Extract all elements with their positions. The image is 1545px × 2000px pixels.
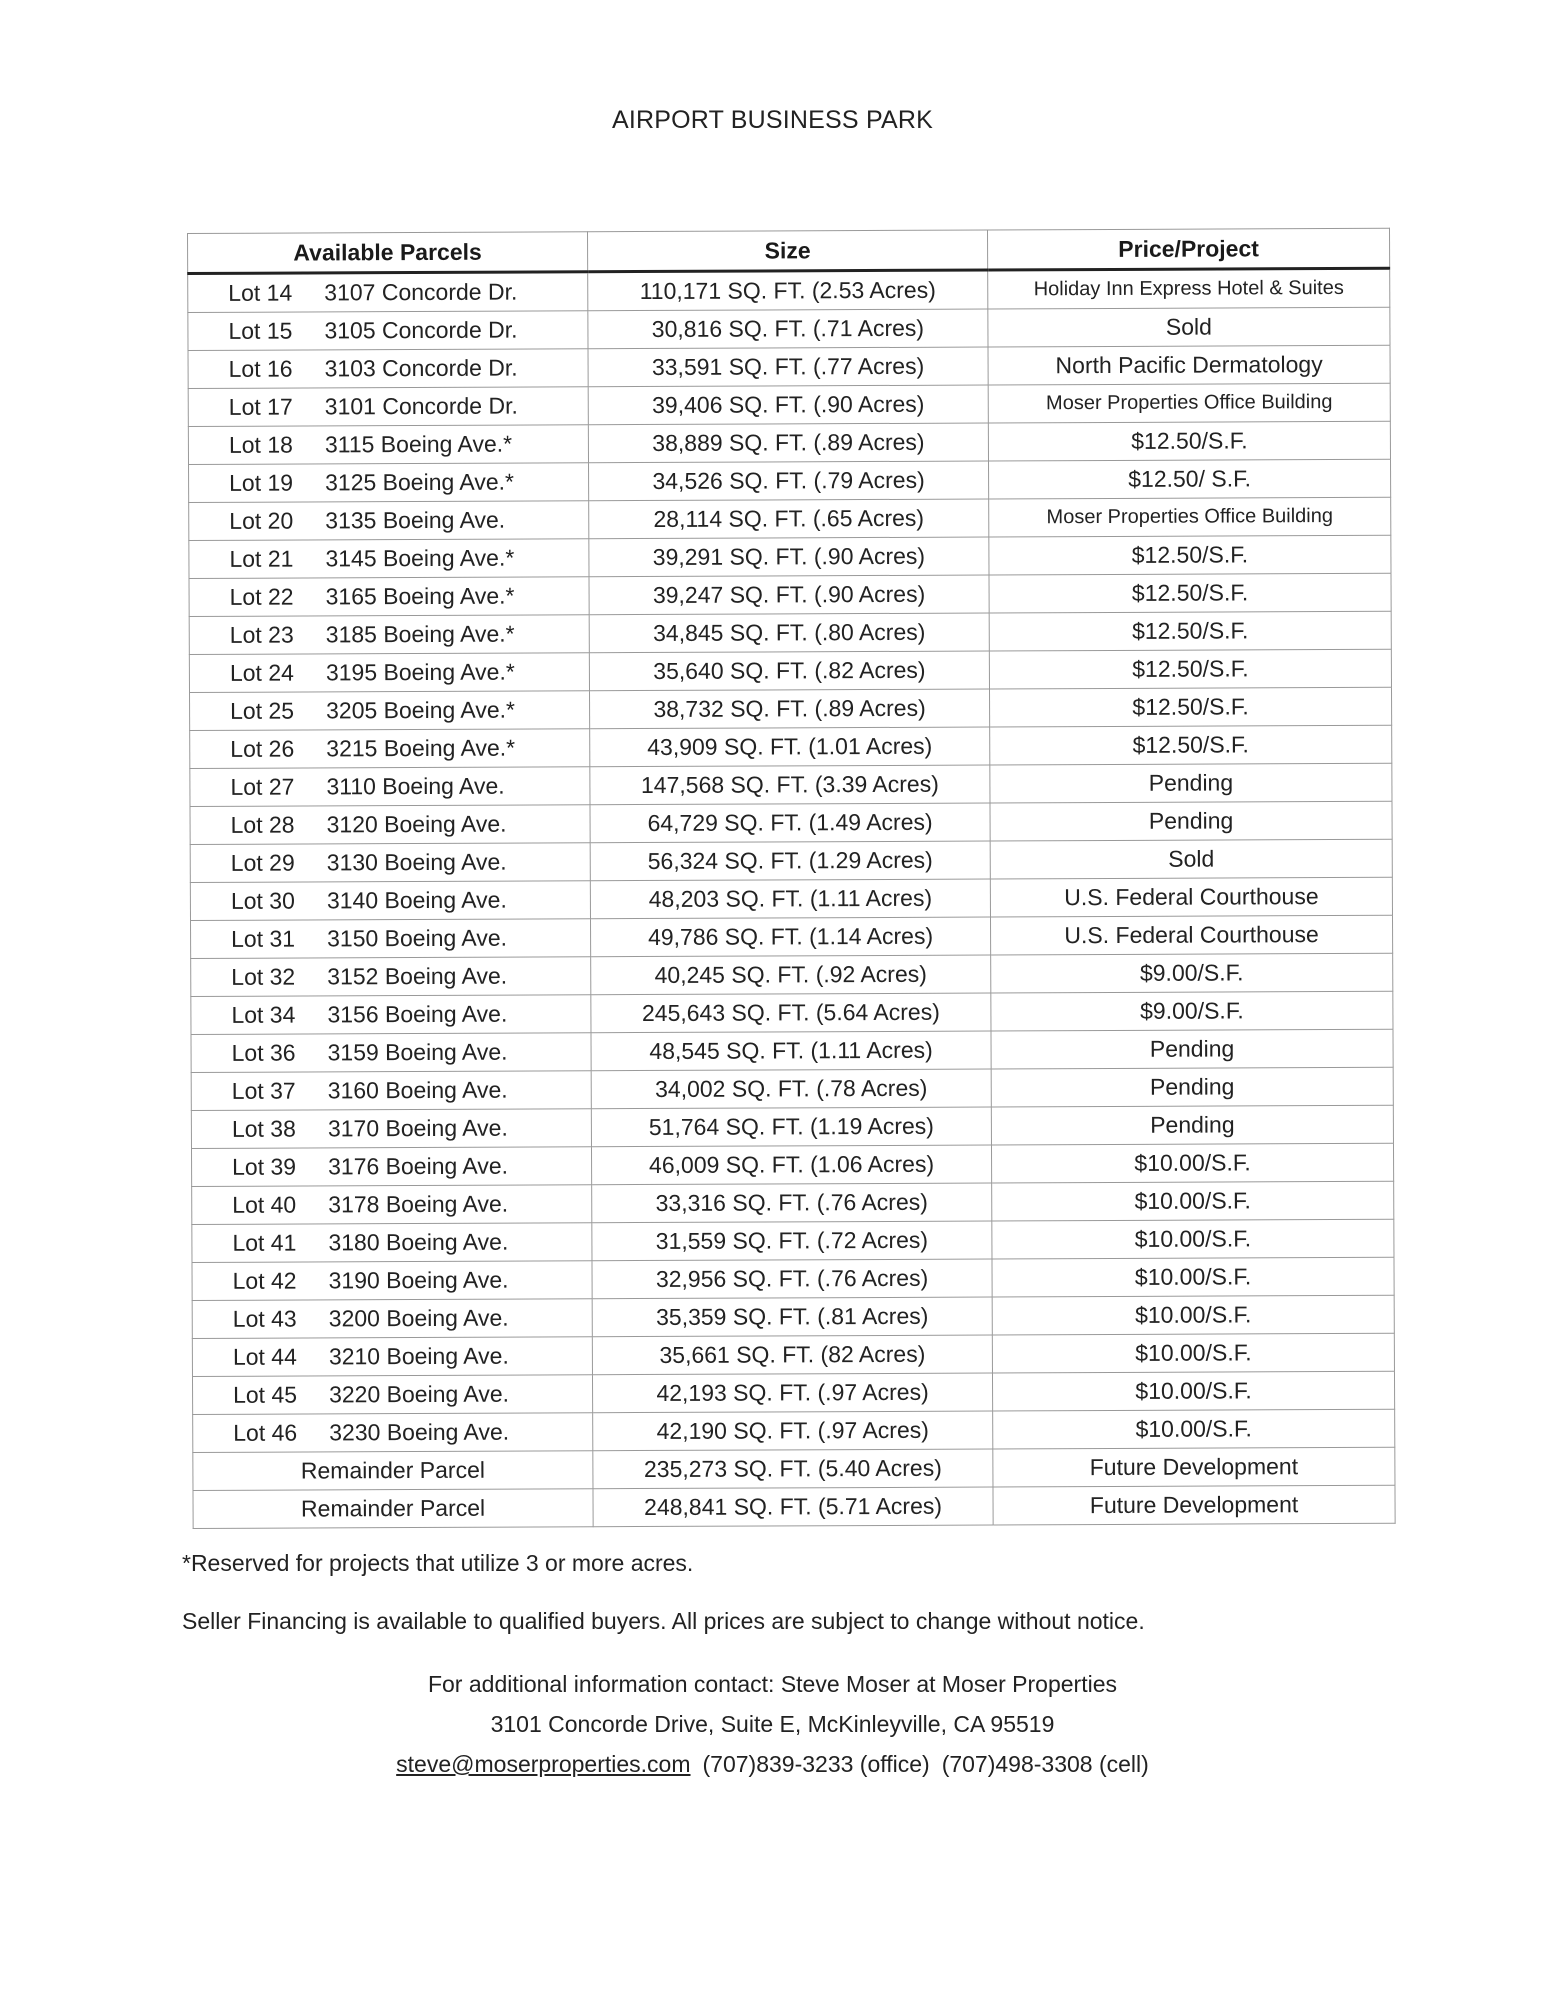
parcel-cell: [191, 1071, 591, 1111]
price-project-cell: Pending: [990, 801, 1392, 841]
parcel-cell: [189, 615, 589, 655]
parcel-cell: [191, 1147, 591, 1187]
lot-address: 3160 Boeing Ave.: [327, 1076, 508, 1104]
lot-address: 3185 Boeing Ave.*: [325, 620, 515, 648]
lot-address: 3107 Concorde Dr.: [324, 278, 518, 306]
table-row: [189, 497, 1391, 540]
table-row: [190, 877, 1392, 920]
table-row: [189, 459, 1391, 502]
parcel-cell: [191, 1033, 591, 1073]
price-project-cell: Moser Properties Office Building: [989, 497, 1391, 537]
size-cell: 64,729 SQ. FT. (1.49 Acres): [590, 803, 990, 843]
price-project-cell: $10.00/S.F.: [992, 1219, 1394, 1259]
lot-address: 3205 Boeing Ave.*: [326, 696, 515, 724]
lot-number: Lot 32: [231, 963, 296, 990]
size-cell: 245,643 SQ. FT. (5.64 Acres): [591, 993, 991, 1033]
parcel-cell: Remainder Parcel: [193, 1451, 593, 1491]
contact-block: [0, 1664, 1545, 1784]
size-cell: 31,559 SQ. FT. (.72 Acres): [592, 1221, 992, 1261]
table-header-row: [188, 228, 1390, 273]
page-title: AIRPORT BUSINESS PARK: [612, 106, 933, 134]
parcel-cell: [189, 501, 589, 541]
lot-address: 3159 Boeing Ave.: [327, 1038, 508, 1066]
price-project-cell: $12.50/S.F.: [988, 421, 1390, 461]
price-project-cell: $12.50/S.F.: [989, 611, 1391, 651]
table-row: [190, 915, 1392, 958]
parcel-cell: [190, 691, 590, 731]
price-project-cell: $12.50/ S.F.: [989, 459, 1391, 499]
size-cell: 38,732 SQ. FT. (.89 Acres): [590, 689, 990, 729]
header-size: Size: [587, 230, 987, 272]
size-cell: 34,845 SQ. FT. (.80 Acres): [589, 613, 989, 653]
email-link[interactable]: steve@moserproperties.com: [396, 1751, 691, 1777]
parcel-cell: [191, 1109, 591, 1149]
lot-address: 3135 Boeing Ave.: [325, 506, 506, 534]
lot-number: Lot 22: [229, 583, 294, 610]
parcel-cell: [188, 272, 588, 313]
lot-number: Lot 42: [232, 1267, 297, 1294]
size-cell: 32,956 SQ. FT. (.76 Acres): [592, 1259, 992, 1299]
price-project-cell: U.S. Federal Courthouse: [990, 915, 1392, 955]
lot-number: Lot 29: [230, 849, 295, 876]
lot-address: 3103 Concorde Dr.: [324, 354, 518, 382]
table-row: [191, 991, 1393, 1034]
size-cell: 35,359 SQ. FT. (.81 Acres): [592, 1297, 992, 1337]
parcel-cell: [189, 463, 589, 503]
cell-phone: (707)498-3308 (cell): [941, 1751, 1149, 1777]
table-row: [189, 611, 1391, 654]
lot-address: 3190 Boeing Ave.: [328, 1266, 509, 1294]
lot-number: Lot 34: [231, 1001, 296, 1028]
table-row: [193, 1409, 1395, 1452]
office-phone: (707)839-3233 (office): [702, 1751, 930, 1777]
size-cell: 42,193 SQ. FT. (.97 Acres): [592, 1373, 992, 1413]
lot-address: 3220 Boeing Ave.: [329, 1380, 510, 1408]
table-row: [188, 345, 1390, 388]
size-cell: 34,002 SQ. FT. (.78 Acres): [591, 1069, 991, 1109]
size-cell: 48,203 SQ. FT. (1.11 Acres): [590, 879, 990, 919]
table-row: [191, 1105, 1393, 1148]
price-project-cell: $10.00/S.F.: [992, 1295, 1394, 1335]
size-cell: 43,909 SQ. FT. (1.01 Acres): [590, 727, 990, 767]
lot-number: Lot 31: [231, 925, 296, 952]
reserved-footnote: *Reserved for projects that utilize 3 or more acres.: [182, 1550, 694, 1576]
financing-note: Seller Financing is available to qualified buyers. All prices are subject to change without notice.: [182, 1608, 1145, 1634]
parcel-cell: [193, 1413, 593, 1453]
price-project-cell: $9.00/S.F.: [991, 991, 1393, 1031]
size-cell: 33,316 SQ. FT. (.76 Acres): [592, 1183, 992, 1223]
lot-address: 3156 Boeing Ave.: [327, 1000, 508, 1028]
table-row-remainder: [193, 1485, 1395, 1528]
table-row: [189, 535, 1391, 578]
size-cell: 39,291 SQ. FT. (.90 Acres): [589, 537, 989, 577]
lot-address: 3195 Boeing Ave.*: [325, 658, 515, 686]
parcel-cell: [191, 957, 591, 997]
parcel-cell: [190, 805, 590, 845]
lot-number: Lot 43: [232, 1305, 297, 1332]
lot-address: 3130 Boeing Ave.: [326, 848, 507, 876]
table-row: [191, 1029, 1393, 1072]
parcel-cell: [192, 1299, 592, 1339]
lot-number: Lot 20: [229, 507, 294, 534]
lot-address: 3110 Boeing Ave.: [326, 772, 505, 800]
price-project-cell: $10.00/S.F.: [992, 1371, 1394, 1411]
lot-number: Lot 19: [229, 469, 294, 496]
price-project-cell: $10.00/S.F.: [991, 1143, 1393, 1183]
lot-address: 3200 Boeing Ave.: [328, 1304, 509, 1332]
table-row: [188, 383, 1390, 426]
lot-number: Lot 37: [231, 1077, 296, 1104]
table-row: [192, 1219, 1394, 1262]
parcel-cell: [188, 349, 588, 389]
size-cell: 51,764 SQ. FT. (1.19 Acres): [591, 1107, 991, 1147]
parcel-cell: [192, 1223, 592, 1263]
table-row: [192, 1371, 1394, 1414]
table-row: [188, 421, 1390, 464]
contact-intro: For additional information contact: Steve Moser at Moser Properties: [427, 1671, 1118, 1697]
size-cell: 49,786 SQ. FT. (1.14 Acres): [590, 917, 990, 957]
size-cell: 40,245 SQ. FT. (.92 Acres): [591, 955, 991, 995]
table-row-remainder: [193, 1447, 1395, 1490]
lot-address: 3180 Boeing Ave.: [328, 1228, 509, 1256]
size-cell: 38,889 SQ. FT. (.89 Acres): [588, 423, 988, 463]
table-row: [191, 1067, 1393, 1110]
lot-address: 3105 Concorde Dr.: [324, 316, 518, 344]
contact-details: [0, 1744, 1545, 1784]
lot-number: Lot 18: [228, 431, 293, 458]
parcel-cell: [188, 425, 588, 465]
lot-number: Lot 26: [230, 735, 295, 762]
price-project-cell: Pending: [991, 1067, 1393, 1107]
parcel-cell: [192, 1185, 592, 1225]
lot-number: Lot 40: [232, 1191, 297, 1218]
lot-address: 3115 Boeing Ave.*: [324, 430, 513, 458]
size-cell: 39,406 SQ. FT. (.90 Acres): [588, 385, 988, 425]
parcels-table: [187, 228, 1396, 1529]
table-row: [191, 953, 1393, 996]
lot-address: 3150 Boeing Ave.: [327, 924, 508, 952]
price-project-cell: $12.50/S.F.: [989, 649, 1391, 689]
size-cell: 30,816 SQ. FT. (.71 Acres): [588, 309, 988, 349]
lot-number: Lot 36: [231, 1039, 296, 1066]
lot-number: Lot 46: [233, 1419, 298, 1446]
lot-address: 3125 Boeing Ave.*: [325, 468, 515, 496]
price-project-cell: $10.00/S.F.: [992, 1181, 1394, 1221]
table-row: [190, 763, 1392, 806]
price-project-cell: $12.50/S.F.: [989, 535, 1391, 575]
size-cell: 34,526 SQ. FT. (.79 Acres): [589, 461, 989, 501]
price-project-cell: $12.50/S.F.: [990, 725, 1392, 765]
table-row: [189, 649, 1391, 692]
parcel-cell: [190, 919, 590, 959]
price-project-cell: Future Development: [993, 1447, 1395, 1487]
price-project-cell: Holiday Inn Express Hotel & Suites: [988, 268, 1390, 309]
price-project-cell: Moser Properties Office Building: [988, 383, 1390, 423]
lot-number: Lot 14: [228, 279, 293, 306]
price-project-cell: $10.00/S.F.: [993, 1409, 1395, 1449]
parcel-cell: [190, 767, 590, 807]
price-project-cell: Pending: [990, 763, 1392, 803]
size-cell: 46,009 SQ. FT. (1.06 Acres): [591, 1145, 991, 1185]
table-row: [192, 1333, 1394, 1376]
parcel-cell: [192, 1337, 592, 1377]
size-cell: 35,640 SQ. FT. (.82 Acres): [589, 651, 989, 691]
lot-address: 3152 Boeing Ave.: [327, 962, 508, 990]
table-body: [188, 268, 1395, 1528]
lot-address: 3170 Boeing Ave.: [327, 1114, 508, 1142]
lot-number: Lot 23: [229, 621, 294, 648]
lot-number: Lot 17: [228, 393, 293, 420]
size-cell: 56,324 SQ. FT. (1.29 Acres): [590, 841, 990, 881]
table-row: [191, 1143, 1393, 1186]
parcel-cell: Remainder Parcel: [193, 1489, 593, 1529]
price-project-cell: Future Development: [993, 1485, 1395, 1525]
table-row: [192, 1295, 1394, 1338]
price-project-cell: U.S. Federal Courthouse: [990, 877, 1392, 917]
parcel-cell: [190, 729, 590, 769]
size-cell: 48,545 SQ. FT. (1.11 Acres): [591, 1031, 991, 1071]
price-project-cell: $9.00/S.F.: [991, 953, 1393, 993]
lot-number: Lot 39: [232, 1153, 297, 1180]
size-cell: 28,114 SQ. FT. (.65 Acres): [589, 499, 989, 539]
price-project-cell: $10.00/S.F.: [992, 1257, 1394, 1297]
table-row: [192, 1257, 1394, 1300]
lot-address: 3120 Boeing Ave.: [326, 810, 507, 838]
lot-address: 3210 Boeing Ave.: [328, 1342, 509, 1370]
size-cell: 33,591 SQ. FT. (.77 Acres): [588, 347, 988, 387]
lot-number: Lot 44: [232, 1343, 297, 1370]
size-cell: 35,661 SQ. FT. (82 Acres): [592, 1335, 992, 1375]
price-project-cell: $12.50/S.F.: [989, 573, 1391, 613]
size-cell: 235,273 SQ. FT. (5.40 Acres): [593, 1449, 993, 1489]
price-project-cell: North Pacific Dermatology: [988, 345, 1390, 385]
price-project-cell: Sold: [988, 307, 1390, 347]
price-project-cell: Pending: [991, 1105, 1393, 1145]
header-price-project: Price/Project: [987, 228, 1389, 270]
parcel-cell: [192, 1375, 592, 1415]
lot-address: 3176 Boeing Ave.: [328, 1152, 509, 1180]
table-row: [188, 307, 1390, 350]
size-cell: 110,171 SQ. FT. (2.53 Acres): [588, 270, 988, 311]
header-available-parcels: Available Parcels: [188, 232, 588, 274]
table-row: [190, 725, 1392, 768]
parcel-cell: [189, 577, 589, 617]
price-project-cell: $12.50/S.F.: [989, 687, 1391, 727]
lot-address: 3145 Boeing Ave.*: [325, 544, 515, 572]
parcel-cell: [189, 653, 589, 693]
price-project-cell: $10.00/S.F.: [992, 1333, 1394, 1373]
parcel-cell: [190, 843, 590, 883]
lot-number: Lot 38: [231, 1115, 296, 1142]
lot-address: 3178 Boeing Ave.: [328, 1190, 509, 1218]
lot-number: Lot 16: [228, 355, 293, 382]
parcel-cell: [192, 1261, 592, 1301]
lot-address: 3165 Boeing Ave.*: [325, 582, 515, 610]
lot-address: 3140 Boeing Ave.: [326, 886, 507, 914]
parcel-cell: [189, 539, 589, 579]
table-row: [192, 1181, 1394, 1224]
size-cell: 42,190 SQ. FT. (.97 Acres): [593, 1411, 993, 1451]
table-row: [190, 839, 1392, 882]
table-row: [188, 268, 1390, 312]
parcel-cell: [190, 881, 590, 921]
lot-number: Lot 21: [229, 545, 294, 572]
parcel-cell: [188, 387, 588, 427]
parcel-cell: [191, 995, 591, 1035]
lot-address: 3215 Boeing Ave.*: [326, 734, 516, 762]
table-row: [190, 801, 1392, 844]
parcel-cell: [188, 311, 588, 351]
lot-address: 3101 Concorde Dr.: [324, 392, 518, 420]
contact-address: 3101 Concorde Drive, Suite E, McKinleyville, CA 95519: [490, 1711, 1055, 1737]
lot-number: Lot 24: [229, 659, 294, 686]
lot-number: Lot 45: [233, 1381, 298, 1408]
table-row: [190, 687, 1392, 730]
lot-address: 3230 Boeing Ave.: [329, 1418, 510, 1446]
lot-number: Lot 27: [230, 773, 295, 800]
size-cell: 248,841 SQ. FT. (5.71 Acres): [593, 1487, 993, 1527]
lot-number: Lot 41: [232, 1229, 297, 1256]
lot-number: Lot 30: [230, 887, 295, 914]
lot-number: Lot 15: [228, 317, 293, 344]
lot-number: Lot 25: [230, 697, 295, 724]
size-cell: 147,568 SQ. FT. (3.39 Acres): [590, 765, 990, 805]
lot-number: Lot 28: [230, 811, 295, 838]
price-project-cell: Pending: [991, 1029, 1393, 1069]
price-project-cell: Sold: [990, 839, 1392, 879]
table-row: [189, 573, 1391, 616]
size-cell: 39,247 SQ. FT. (.90 Acres): [589, 575, 989, 615]
